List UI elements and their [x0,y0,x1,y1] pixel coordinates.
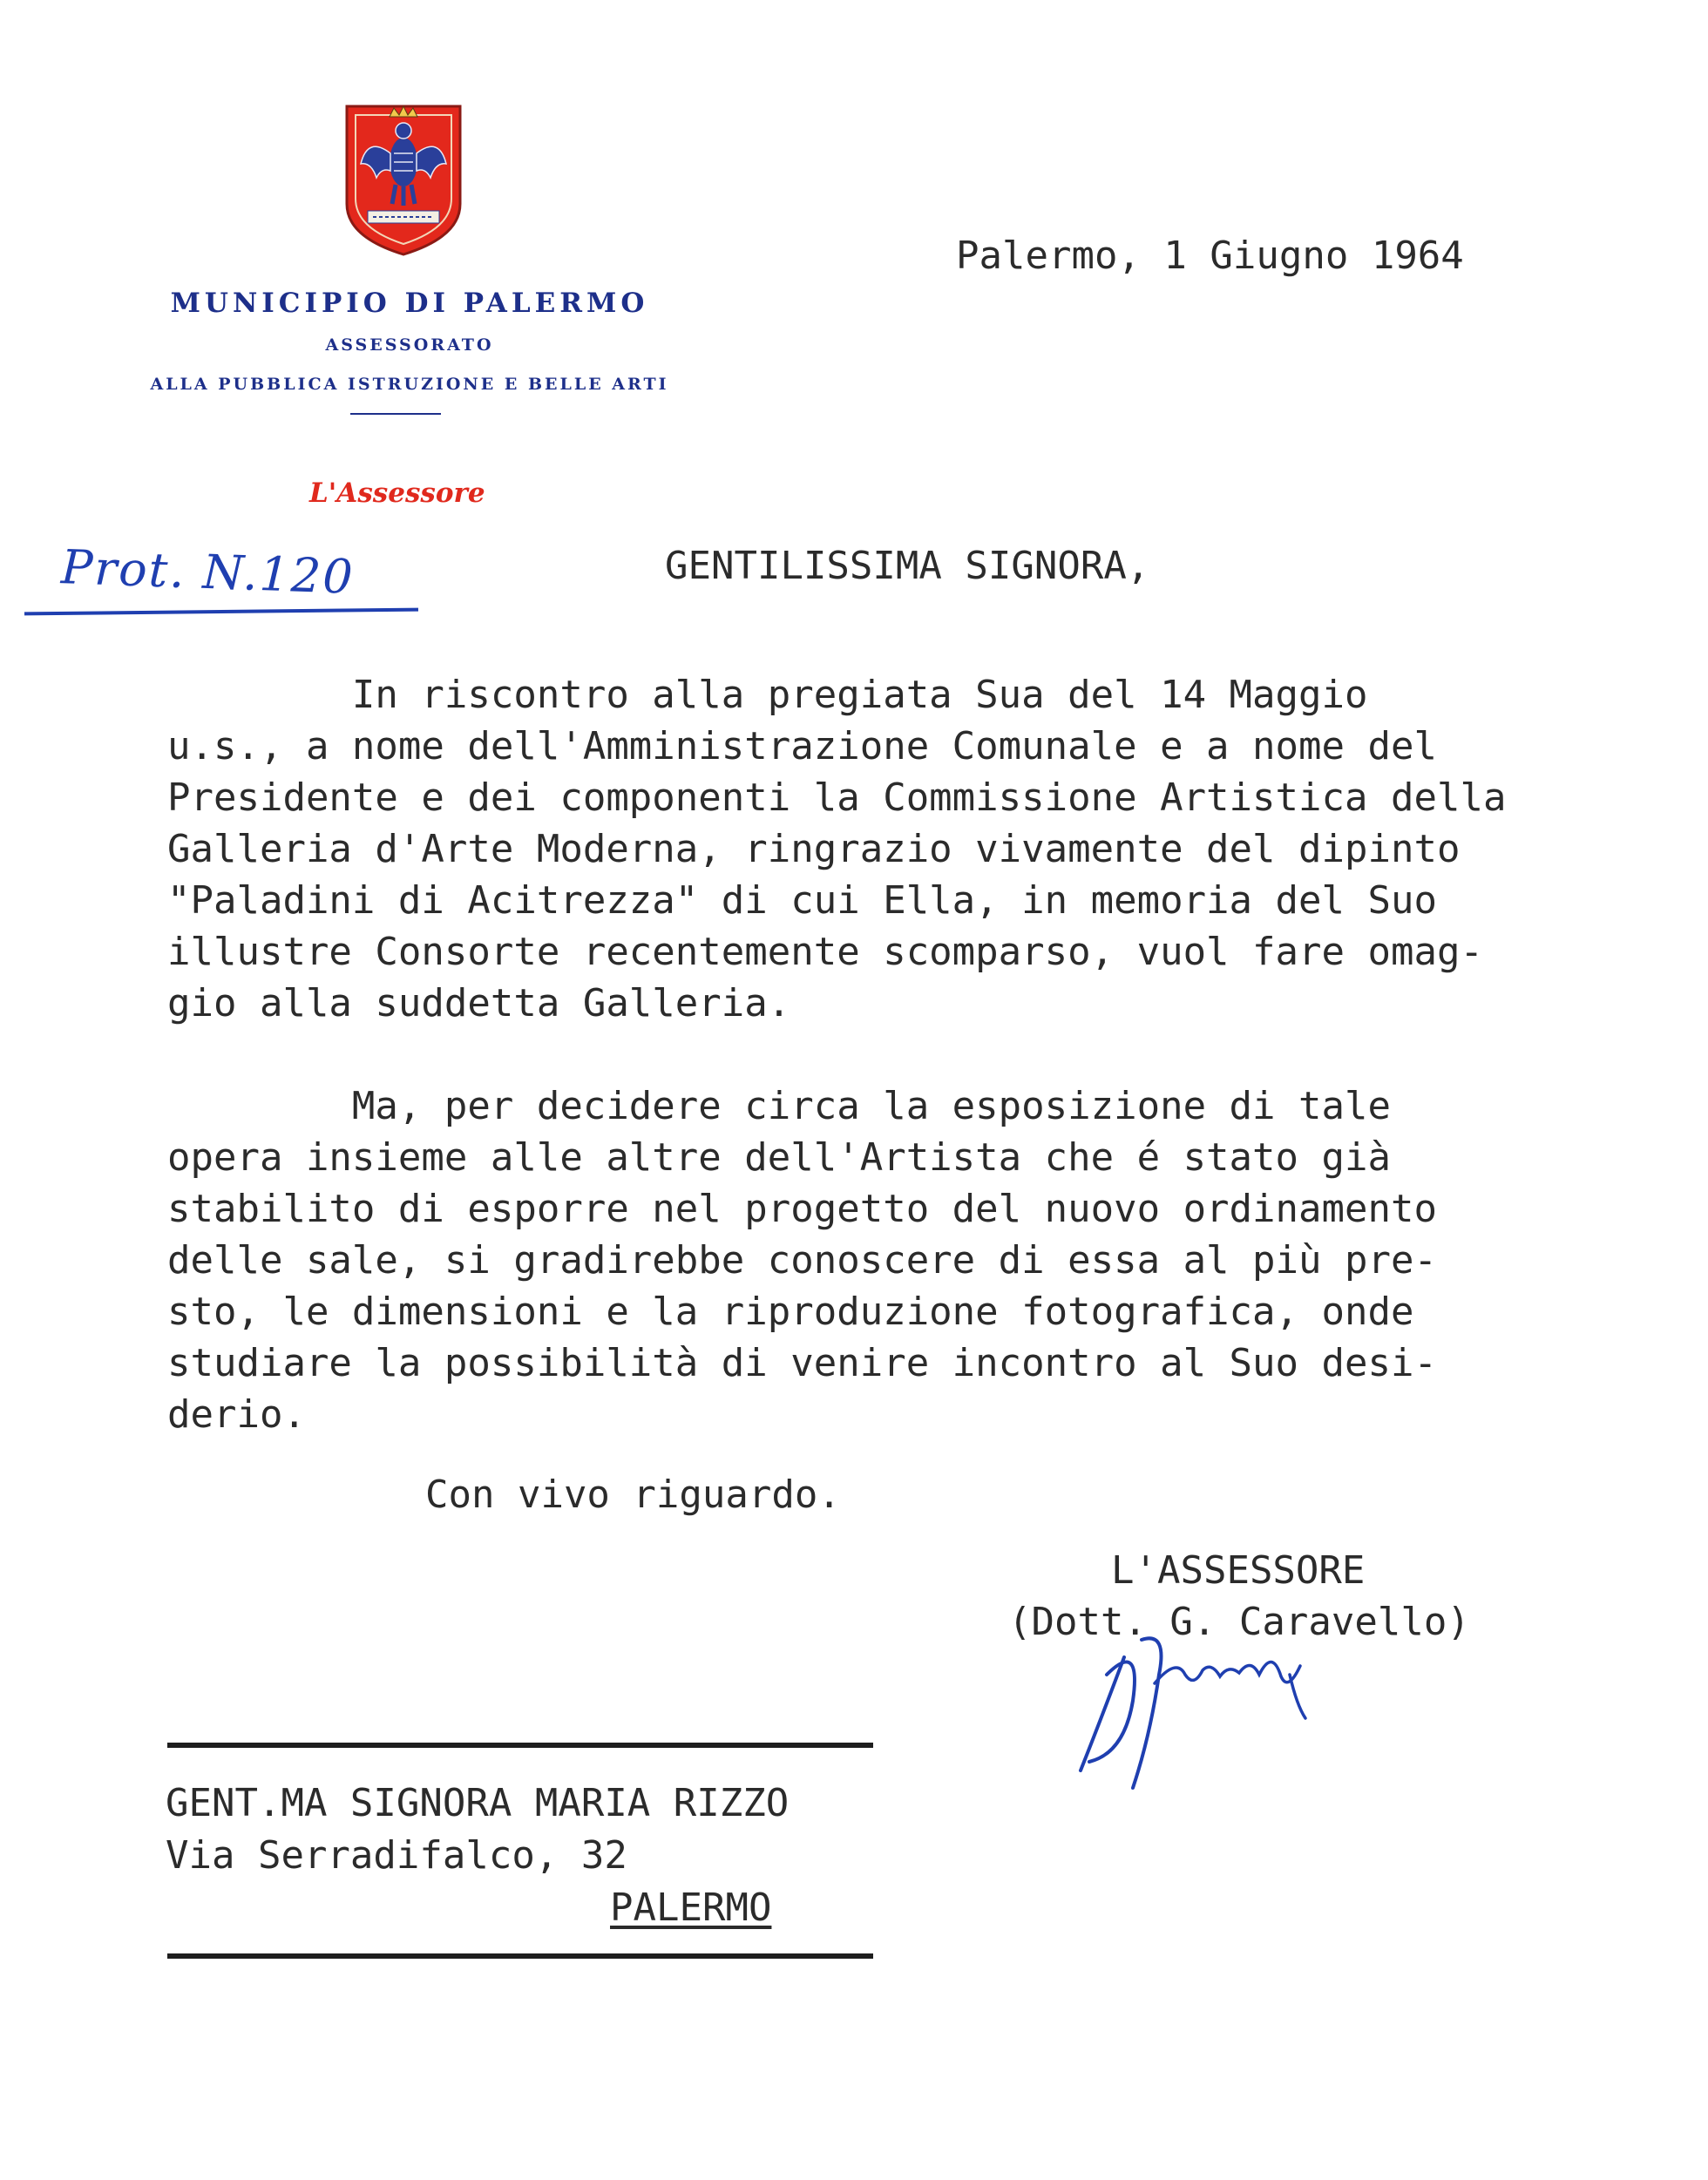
body-line: illustre Consorte recentemente scomparso, vuol fare omag- [167,930,1483,974]
letterhead-title: MUNICIPIO DI PALERMO [170,288,649,319]
signatory-title: L'ASSESSORE [1111,1548,1366,1593]
recipient-name: GENT.MA SIGNORA MARIA RIZZO [166,1781,790,1825]
protocol-number: Prot. N.120 [60,539,356,605]
letterhead-office: ALLA PUBBLICA ISTRUZIONE E BELLE ARTI [150,375,669,394]
signatory-name: (Dott. G. Caravello) [1008,1600,1470,1644]
letterhead-divider [350,413,441,415]
salutation: GENTILISSIMA SIGNORA, [665,544,1150,588]
assessore-script-heading: L'Assessore [309,477,485,509]
handwritten-signature-icon [1072,1622,1325,1797]
palermo-coat-of-arms-icon [342,101,465,258]
body-paragraph-1 [167,669,1506,1029]
letterhead-department: ASSESSORATO [325,335,494,355]
closing-line: Con vivo riguardo. [425,1473,841,1517]
recipient-city: PALERMO [610,1885,772,1930]
body-line: derio. [167,1392,306,1437]
protocol-underline [24,608,418,616]
recipient-rule-top [167,1743,873,1748]
letter-date: Palermo, 1 Giugno 1964 [956,234,1464,278]
body-line: gio alla suddetta Galleria. [167,981,791,1026]
body-line: u.s., a nome dell'Amministrazione Comunale e a nome del [167,724,1437,768]
recipient-street: Via Serradifalco, 32 [166,1833,627,1878]
body-line: Galleria d'Arte Moderna, ringrazio vivamente del dipinto [167,827,1461,871]
body-line: delle sale, si gradirebbe conoscere di essa al più pre- [167,1238,1437,1283]
body-line: In riscontro alla pregiata Sua del 14 Maggio [167,673,1368,717]
body-line: stabilito di esporre nel progetto del nuovo ordinamento [167,1187,1437,1231]
body-line: opera insieme alle altre dell'Artista che é stato già [167,1135,1391,1180]
body-line: sto, le dimensioni e la riproduzione fotografica, onde [167,1290,1414,1334]
recipient-rule-bottom [167,1953,873,1959]
body-line: Presidente e dei componenti la Commissione Artistica della [167,775,1507,820]
body-line: "Paladini di Acitrezza" di cui Ella, in memoria del Suo [167,878,1437,923]
body-paragraph-2 [167,1080,1437,1440]
body-line: Ma, per decidere circa la esposizione di tale [167,1084,1391,1128]
body-line: studiare la possibilità di venire incontro al Suo desi- [167,1341,1437,1385]
